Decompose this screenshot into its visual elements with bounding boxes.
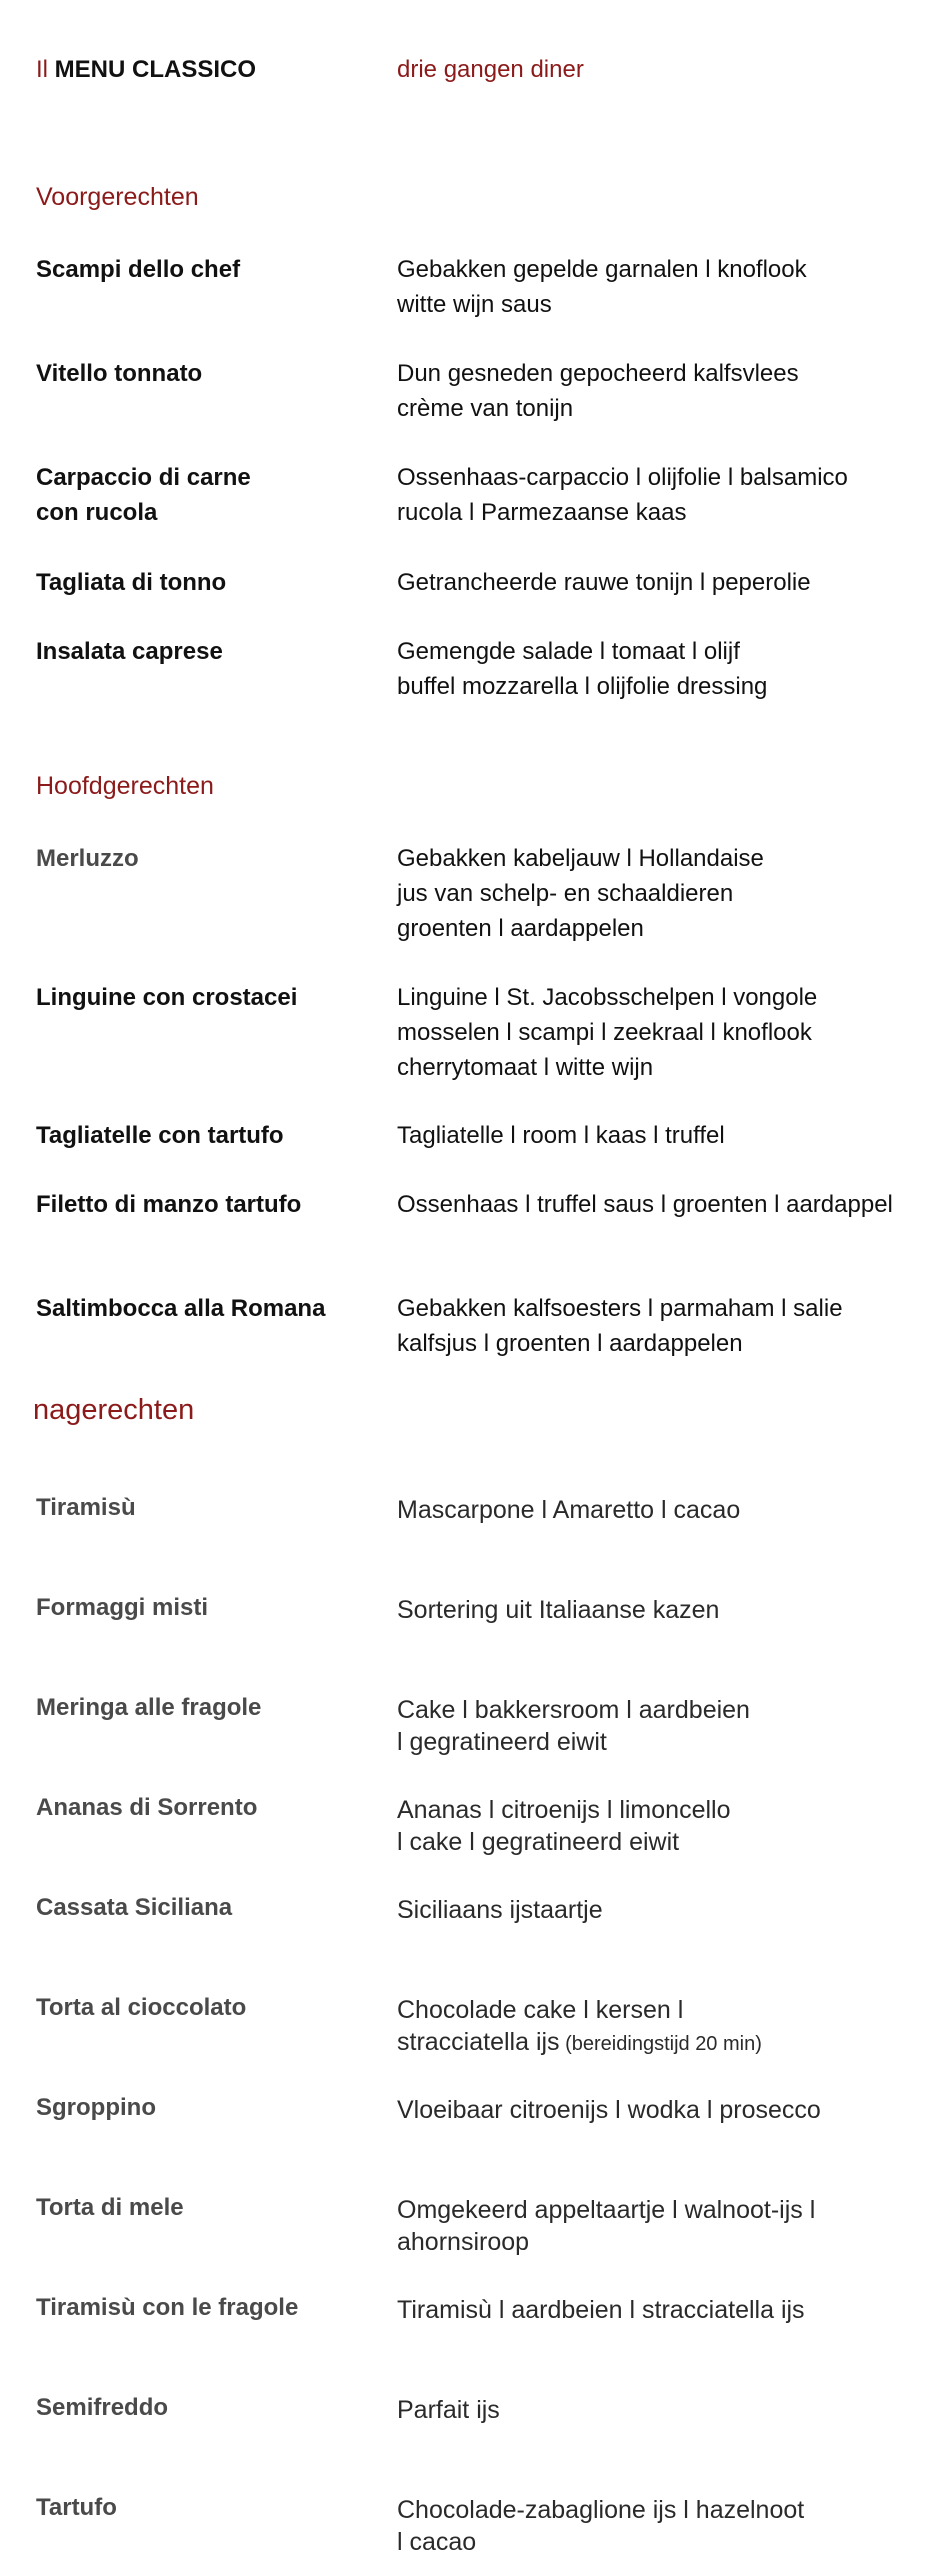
dish-description-text: Getrancheerde rauwe tonijn l peperolie: [397, 569, 811, 596]
dish-name-line: Tagliatelle con tartufo: [36, 1122, 284, 1149]
dish-description-text: Sortering uit Italiaanse kazen: [397, 1596, 720, 1624]
dish-description-line: [397, 2094, 821, 2126]
dish-name: [36, 1590, 208, 1625]
dish-description-line: [397, 391, 799, 426]
dish-description-line: [397, 565, 811, 600]
dish-name: [36, 1790, 257, 1825]
dish-description: [397, 460, 848, 530]
dish-description-line: [397, 495, 848, 530]
dish-name: [36, 2490, 117, 2525]
dish-description-text: Vloeibaar citroenijs l wodka l prosecco: [397, 2096, 821, 2124]
dish-description: [397, 1187, 893, 1222]
dish-description-line: [397, 2194, 815, 2226]
dish-description-line: [397, 1594, 719, 1626]
dish-name-line: Insalata caprese: [36, 638, 223, 665]
dish-name: [36, 2190, 184, 2225]
dish-description-line: [397, 1494, 740, 1526]
dish-description-text: Tiramisù l aardbeien l stracciatella ijs: [397, 2296, 805, 2324]
dish-description: [397, 634, 767, 704]
dish-description-text: groenten l aardappelen: [397, 915, 644, 942]
dish-name-line: Linguine con crostacei: [36, 984, 298, 1011]
dish-name-line: Torta di mele: [36, 2194, 184, 2221]
dish-description: [397, 1291, 843, 1361]
dish-description-line: [397, 634, 767, 669]
dish-description-line: [397, 841, 764, 876]
dish-description-text: Parfait ijs: [397, 2396, 500, 2424]
dish-description-text: buffel mozzarella l olijfolie dressing: [397, 673, 768, 700]
dish-name-line: Sgroppino: [36, 2094, 156, 2121]
dish-name-line: Tartufo: [36, 2494, 117, 2521]
dish-name-line: Cassata Siciliana: [36, 1894, 233, 1921]
dish-description: [397, 1494, 740, 1526]
dish-name: [36, 1890, 232, 1925]
dish-description: [397, 252, 807, 322]
dish-description-line: [397, 1326, 843, 1361]
dish-description-line: [397, 1118, 725, 1153]
dish-description-text: Gebakken kalfsoesters l parmaham l salie: [397, 1295, 843, 1322]
dish-name-line: Scampi dello chef: [36, 256, 241, 283]
dish-name-line: Vitello tonnato: [36, 360, 203, 387]
dish-name-line: con rucola: [36, 499, 158, 526]
dish-description: [397, 980, 817, 1085]
dish-description-line: [397, 2526, 804, 2558]
dish-description-line: [397, 356, 799, 391]
section-heading-starters: Voorgerechten: [36, 183, 199, 211]
dish-description-line: [397, 1726, 750, 1758]
dish-description: [397, 356, 799, 426]
dish-description-text: Linguine l St. Jacobsschelpen l vongole: [397, 984, 818, 1011]
dish-description: [397, 2394, 500, 2426]
dish-description-line: [397, 876, 764, 911]
dish-description-line: [397, 669, 767, 704]
dish-description-text: Tagliatelle l room l kaas l truffel: [397, 1122, 725, 1149]
dish-name: [36, 2090, 156, 2125]
dish-description-line: [397, 1694, 750, 1726]
dish-description-text: l gegratineerd eiwit: [397, 1728, 607, 1756]
dish-name: [36, 460, 251, 530]
dish-description-line: [397, 2026, 762, 2060]
dish-description: [397, 565, 811, 600]
dish-description-text: ahornsiroop: [397, 2228, 530, 2256]
dish-description-line: [397, 1291, 843, 1326]
dish-name: [36, 2390, 168, 2425]
dish-description-line: [397, 2494, 804, 2526]
dish-description-line: [397, 1794, 730, 1826]
dish-description-line: [397, 2226, 815, 2258]
dish-name-line: Filetto di manzo tartufo: [36, 1191, 302, 1218]
dish-name-line: Tiramisù: [36, 1494, 136, 1521]
dish-description-text: Chocolade cake l kersen l: [397, 1996, 684, 2024]
dish-description-line: [397, 1894, 603, 1926]
dish-name: [36, 634, 223, 669]
dish-description-text: crème van tonijn: [397, 395, 574, 422]
dish-description-text: l cacao: [397, 2528, 477, 2556]
dish-description-text: kalfsjus l groenten l aardappelen: [397, 1330, 743, 1357]
section-heading-desserts: nagerechten: [33, 1394, 195, 1426]
dish-name: [36, 1187, 301, 1222]
dish-name: [36, 980, 297, 1015]
dish-name: [36, 1118, 284, 1153]
menu-title: [36, 56, 256, 84]
dish-description-text: cherrytomaat l witte wijn: [397, 1054, 654, 1081]
dish-name-line: Meringa alle fragole: [36, 1694, 262, 1721]
dish-description-text: Cake l bakkersroom l aardbeien: [397, 1696, 750, 1724]
dish-description-line: [397, 1015, 817, 1050]
dish-name: [36, 252, 240, 287]
dish-description-text: stracciatella ijs: [397, 2028, 560, 2056]
dish-description-line: [397, 1050, 817, 1085]
dish-description: [397, 2094, 821, 2126]
dish-description: [397, 1994, 762, 2060]
dish-description-line: [397, 1994, 762, 2026]
dish-description-line: [397, 1826, 730, 1858]
dish-description-text: Ossenhaas l truffel saus l groenten l aardappel: [397, 1191, 893, 1218]
dish-name: [36, 2290, 298, 2325]
dish-description-text: Ananas l citroenijs l limoncello: [397, 1796, 731, 1824]
dish-name: [36, 356, 202, 391]
dish-name: [36, 1990, 246, 2025]
dish-description-text: Ossenhaas-carpaccio l olijfolie l balsamico: [397, 464, 848, 491]
dish-name: [36, 1291, 325, 1326]
dish-description-line: [397, 287, 807, 322]
dish-name: [36, 565, 226, 600]
dish-description: [397, 1794, 730, 1858]
dish-name-line: Semifreddo: [36, 2394, 169, 2421]
dish-description: [397, 841, 764, 946]
menu-title-text: MENU CLASSICO: [54, 56, 257, 83]
dish-name-line: Tiramisù con le fragole: [36, 2294, 299, 2321]
menu-subtitle: drie gangen diner: [397, 56, 584, 83]
dish-description-line: [397, 2294, 805, 2326]
dish-description-text: l cake l gegratineerd eiwit: [397, 1828, 680, 1856]
section-heading-mains: Hoofdgerechten: [36, 772, 214, 800]
dish-name: [36, 1490, 136, 1525]
dish-description-line: [397, 460, 848, 495]
dish-description: [397, 1694, 750, 1758]
dish-name-line: Formaggi misti: [36, 1594, 209, 1621]
dish-description-text: Mascarpone l Amaretto l cacao: [397, 1496, 741, 1524]
dish-name-line: Saltimbocca alla Romana: [36, 1295, 326, 1322]
dish-name-line: Ananas di Sorrento: [36, 1794, 258, 1821]
dish-name-line: Merluzzo: [36, 845, 139, 872]
dish-description-text: witte wijn saus: [397, 291, 552, 318]
dish-description-text: Chocolade-zabaglione ijs l hazelnoot: [397, 2496, 805, 2524]
dish-description-text: Dun gesneden gepocheerd kalfsvlees: [397, 360, 799, 387]
dish-description-line: [397, 1187, 893, 1222]
dish-name-line: Tagliata di tonno: [36, 569, 227, 596]
dish-name-line: Carpaccio di carne: [36, 464, 251, 491]
dish-description-text: Gebakken gepelde garnalen l knoflook: [397, 256, 807, 283]
dish-description-line: [397, 2394, 500, 2426]
dish-description-text: rucola l Parmezaanse kaas: [397, 499, 687, 526]
dish-description: [397, 1594, 719, 1626]
dish-note: (bereidingstijd 20 min): [559, 2033, 762, 2055]
dish-description: [397, 2494, 804, 2558]
dish-description: [397, 1118, 725, 1153]
dish-name-line: Torta al cioccolato: [36, 1994, 247, 2021]
dish-description-line: [397, 911, 764, 946]
dish-description: [397, 2294, 805, 2326]
dish-description-text: Gemengde salade l tomaat l olijf: [397, 638, 740, 665]
dish-description: [397, 2194, 815, 2258]
dish-description-text: Siciliaans ijstaartje: [397, 1896, 603, 1924]
dish-description-text: Omgekeerd appeltaartje l walnoot-ijs l: [397, 2196, 816, 2224]
dish-description-text: jus van schelp- en schaaldieren: [397, 880, 734, 907]
dish-description-line: [397, 980, 817, 1015]
menu-title-prefix: Il: [36, 56, 48, 83]
dish-description: [397, 1894, 603, 1926]
dish-description-text: Gebakken kabeljauw l Hollandaise: [397, 845, 764, 872]
dish-name: [36, 1690, 261, 1725]
dish-description-text: mosselen l scampi l zeekraal l knoflook: [397, 1019, 812, 1046]
dish-description-line: [397, 252, 807, 287]
dish-name: [36, 841, 139, 876]
